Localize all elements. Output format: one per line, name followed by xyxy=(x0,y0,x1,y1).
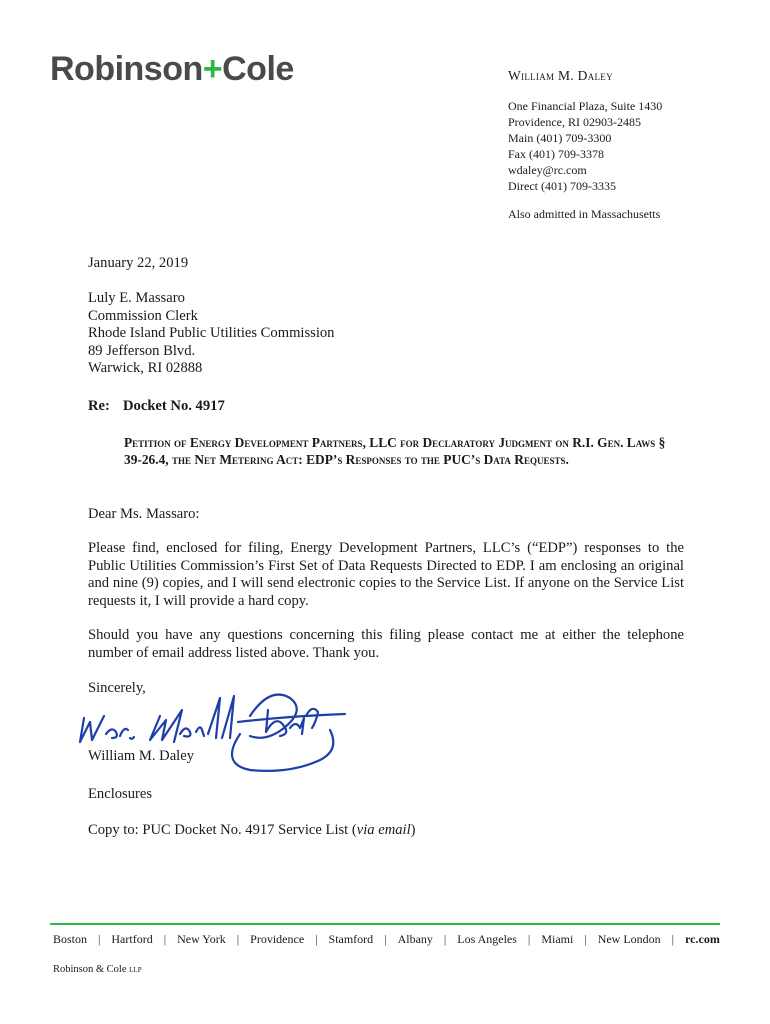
salutation: Dear Ms. Massaro: xyxy=(88,506,200,522)
firm-name xyxy=(53,964,142,975)
copy-to-line xyxy=(88,822,416,840)
website-link[interactable]: rc.com xyxy=(685,932,720,946)
logo-name-second: Cole xyxy=(222,50,294,88)
office-stamford: Stamford xyxy=(328,932,374,946)
copy-to-method: via email xyxy=(356,822,411,838)
office-los-angeles: Los Angeles xyxy=(457,932,517,946)
firm-name-text: Robinson & Cole xyxy=(53,964,127,975)
office-miami: Miami xyxy=(541,932,574,946)
attorney-name: William M. Daley xyxy=(508,68,613,83)
office-providence: Providence xyxy=(250,932,305,946)
office-list xyxy=(53,932,720,947)
copy-to-close: ) xyxy=(410,822,416,838)
closing: Sincerely, xyxy=(88,680,146,696)
firm-logo xyxy=(50,50,294,89)
enclosures-note: Enclosures xyxy=(88,786,153,802)
body-paragraph-1: Please find, enclosed for filing, Energy Development Partners, LLC’s (“EDP”) responses to the Public Utilities Commission’s First Set of Data Requests Directed to EDP. I am enclosing an original and nine (9) copies, and I will send electronic copies to the Service List. If anyone on the Service List requests it, I will provide a hard copy. xyxy=(88,540,684,609)
firm-suffix: llp xyxy=(129,964,142,975)
office-albany: Albany xyxy=(397,932,433,946)
office-separator: | xyxy=(384,932,387,946)
recipient-address xyxy=(88,290,334,378)
office-separator: | xyxy=(236,932,240,946)
re-docket: Docket No. 4917 xyxy=(123,398,225,414)
office-hartford: Hartford xyxy=(111,932,153,946)
subject-heading: Petition of Energy Development Partners, LLC for Declaratory Judgment on R.I. Gen. Laws § 39-26.4, the Net Metering Act: EDP’s Responses to the PUC’s Data Requests. xyxy=(124,435,666,467)
logo-plus: + xyxy=(202,50,223,88)
signer-name: William M. Daley xyxy=(88,748,195,764)
office-separator: | xyxy=(443,932,447,946)
office-separator: | xyxy=(315,932,318,946)
office-separator: | xyxy=(98,932,101,946)
office-separator: | xyxy=(163,932,167,946)
recipient-name: Luly E. Massaro xyxy=(88,290,185,306)
office-separator: | xyxy=(527,932,531,946)
re-label: Re: xyxy=(88,398,110,414)
contact-direct-phone: Direct (401) 709-3335 xyxy=(508,179,616,193)
recipient-city: Warwick, RI 02888 xyxy=(88,360,203,376)
admission-note: Also admitted in Massachusetts xyxy=(508,207,661,221)
contact-address-line1: One Financial Plaza, Suite 1430 xyxy=(508,99,663,113)
footer-rule xyxy=(50,923,720,925)
contact-email: wdaley@rc.com xyxy=(508,163,587,177)
letter-date: January 22, 2019 xyxy=(88,255,189,271)
office-new-london: New London xyxy=(597,932,661,946)
re-line xyxy=(88,398,225,416)
recipient-street: 89 Jefferson Blvd. xyxy=(88,342,196,359)
contact-address-line2: Providence, RI 02903-2485 xyxy=(508,115,641,129)
office-separator: | xyxy=(584,932,587,946)
contact-fax: Fax (401) 709-3378 xyxy=(508,147,604,161)
office-boston: Boston xyxy=(53,932,88,946)
office-separator: | xyxy=(671,932,675,946)
recipient-title: Commission Clerk xyxy=(88,307,198,324)
contact-main-phone: Main (401) 709-3300 xyxy=(508,131,612,145)
office-new-york: New York xyxy=(177,932,226,946)
body-paragraph-2: Should you have any questions concerning this filing please contact me at either the telephone number of email address listed above. Thank you. xyxy=(88,627,684,661)
recipient-organization: Rhode Island Public Utilities Commission xyxy=(88,325,335,341)
logo-name-first: Robinson xyxy=(50,50,203,88)
contact-block xyxy=(508,98,662,194)
copy-to-text: Copy to: PUC Docket No. 4917 Service List ( xyxy=(88,822,357,838)
